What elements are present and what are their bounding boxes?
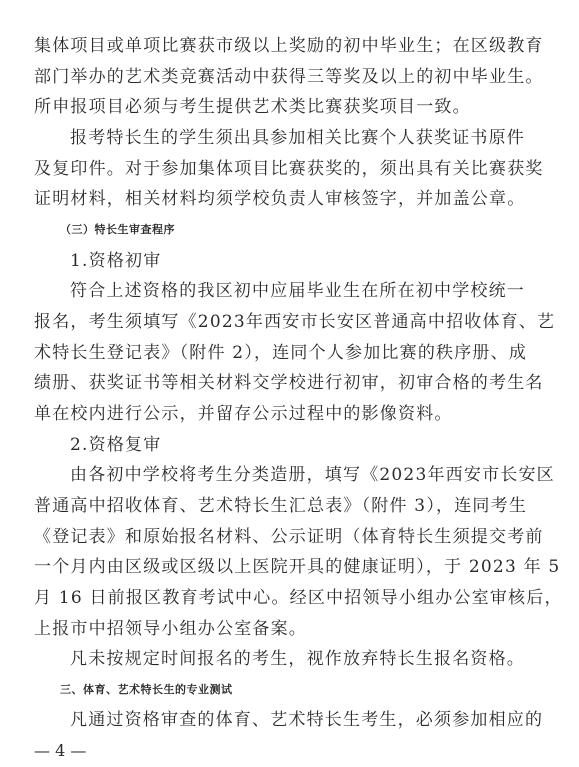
paragraph-line: 报名，考生须填写《2023年西安市长安区普通高中招收体育、艺 bbox=[34, 312, 556, 332]
section-heading: （三）特长生审查程序 bbox=[60, 223, 175, 236]
paragraph-line: 集体项目或单项比赛获市级以上奖励的初中毕业生；在区级教育 bbox=[34, 36, 544, 56]
paragraph-line: 报考特长生的学生须出具参加相关比赛个人获奖证书原件 bbox=[70, 128, 525, 148]
paragraph-line: 绩册、获奖证书等相关材料交学校进行初审，初审合格的考生名 bbox=[34, 373, 544, 393]
paragraph-line: 由各初中学校将考生分类造册，填写《2023年西安市长安区 bbox=[70, 465, 555, 485]
paragraph-line: 月 16 日前报区教育考试中心。经区中招领导小组办公室审核后， bbox=[34, 588, 563, 608]
paragraph-line: 部门举办的艺术类竞赛活动中获得三等奖及以上的初中毕业生。 bbox=[34, 67, 544, 87]
paragraph-line: 《登记表》和原始报名材料、公示证明（体育特长生须提交考前 bbox=[34, 527, 544, 547]
paragraph-line: 凡未按规定时间报名的考生，视作放弃特长生报名资格。 bbox=[70, 649, 525, 669]
paragraph-line: 上报市中招领导小组办公室备案。 bbox=[34, 619, 307, 639]
subsection-heading: 1.资格初审 bbox=[70, 251, 162, 271]
subsection-heading: 2.资格复审 bbox=[70, 435, 162, 455]
paragraph-line: 单在校内进行公示，并留存公示过程中的影像资料。 bbox=[34, 404, 453, 424]
page-number: — 4 — bbox=[34, 741, 87, 760]
paragraph-line: 术特长生登记表》（附件 2），连同个人参加比赛的秩序册、成 bbox=[34, 343, 528, 363]
paragraph-line: 符合上述资格的我区初中应届毕业生在所在初中学校统一 bbox=[70, 281, 525, 301]
paragraph-line: 及复印件。对于参加集体项目比赛获奖的，须出具有关比赛获奖 bbox=[34, 159, 544, 179]
paragraph-line: 一个月内由区级或区级以上医院开具的健康证明），于 2023 年 5 bbox=[34, 557, 561, 577]
paragraph-line: 所申报项目必须与考生提供艺术类比赛获奖项目一致。 bbox=[34, 97, 471, 117]
paragraph-line: 普通高中招收体育、艺术特长生汇总表》（附件 3），连同考生 bbox=[34, 496, 528, 516]
paragraph-line: 证明材料，相关材料均须学校负责人审核签字，并加盖公章。 bbox=[34, 189, 526, 209]
paragraph-line: 凡通过资格审查的体育、艺术特长生考生，必须参加相应的 bbox=[70, 710, 544, 730]
section-heading: 三、体育、艺术特长生的专业测试 bbox=[60, 683, 233, 696]
